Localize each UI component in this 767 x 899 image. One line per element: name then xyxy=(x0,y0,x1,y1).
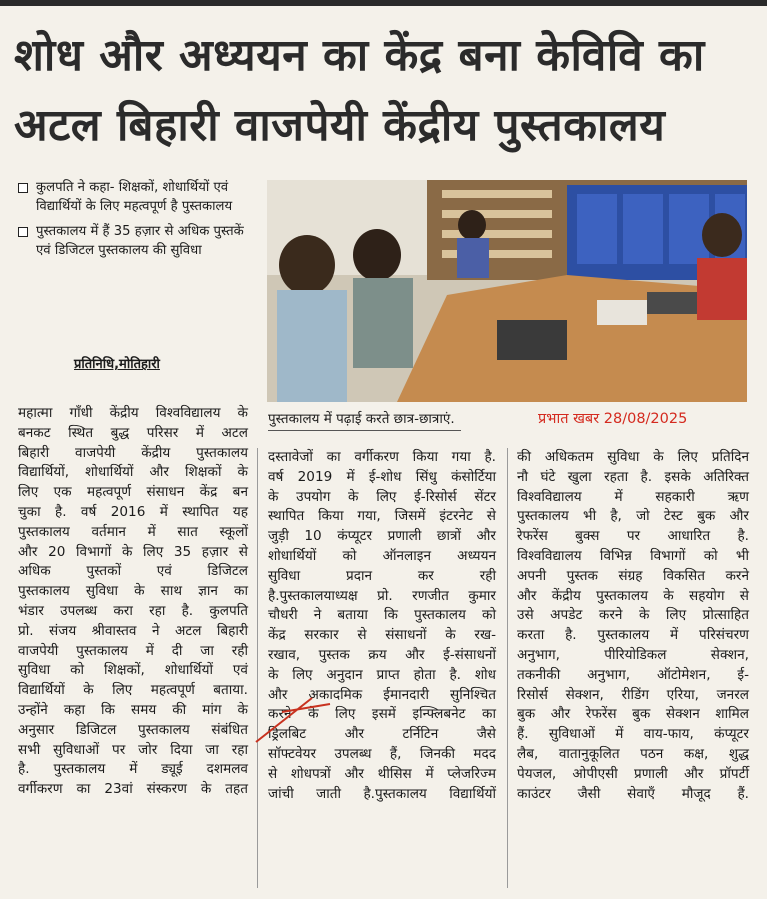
text-line: लैब, वातानुकूलित पठन कक्ष, शुद्ध xyxy=(517,745,749,762)
highlight-item xyxy=(18,222,262,260)
text-line: काउंटर जैसी सेवाएँ मौजूद हैं. xyxy=(517,785,749,802)
text-line: नौ घंटे खुला रहता है. इसके अतिरिक्त xyxy=(517,468,749,485)
text-line: बुक और रेफरेंस बुक सेक्शन शामिल xyxy=(517,706,749,723)
text-line: बनकट स्थित बुद्ध परिसर में अटल xyxy=(18,424,248,441)
text-line: तकनीकी अनुभाग, ऑटोमेशन, ई- xyxy=(517,666,749,683)
text-line: सभी सुविधाओं पर जोर दिया जा रहा xyxy=(18,741,248,758)
text-line: रिसोर्स सेक्शन, रीडिंग एरिया, जनरल xyxy=(517,686,749,703)
text-line: बिहारी वाजपेयी केंद्रीय पुस्तकालय xyxy=(18,444,248,461)
article-column-3 xyxy=(517,448,749,804)
text-line: स्थापित किया गया, जिसमें इंटरनेट से xyxy=(268,508,496,525)
text-line: पुस्तकालय भी है, जो टेस्ट बुक और xyxy=(517,508,749,525)
headline-line-1: शोध और अध्ययन का केंद्र बना केविवि का xyxy=(14,30,705,81)
text-line: अनुसार डिजिटल पुस्तकालय संबंधित xyxy=(18,721,248,738)
text-line: विश्वविद्यालय में सहकारी ऋण xyxy=(517,488,749,505)
text-line: चौधरी ने बताया कि पुस्तकालय को xyxy=(268,607,496,624)
text-line: सुविधा को शिक्षकों, शोधार्थियों एवं xyxy=(18,662,248,679)
headline-line-2: अटल बिहारी वाजपेयी केंद्रीय पुस्तकालय xyxy=(14,100,666,151)
text-line: विश्वविद्यालय विभिन्न विभागों को भी xyxy=(517,547,749,564)
text-line: विद्यार्थियों के लिए महत्वपूर्ण बताया. xyxy=(18,682,248,699)
text-line: दस्तावेजों का वर्गीकरण किया गया है. xyxy=(268,449,496,465)
text-line: वाजपेयी पुस्तकालय में दी जा रही xyxy=(18,642,248,659)
text-line: लिए एक महत्वपूर्ण संसाधन केंद्र बन xyxy=(18,484,248,501)
text-line: से शोधपत्रों और थीसिस में प्लेजरिज्म xyxy=(268,765,496,782)
text-line: अनुभाग, पीरियोडिकल सेक्शन, xyxy=(517,646,749,663)
highlight-text: पुस्तकालय में हैं 35 हज़ार से अधिक पुस्तकें एवं डिजिटल पुस्तकालय की सुविधा xyxy=(36,224,244,258)
article-column-1 xyxy=(18,404,248,800)
page-top-rule xyxy=(0,0,767,6)
pen-annotation-mark xyxy=(252,690,332,750)
text-line: अपनी पुस्तक संग्रह विकसित करने xyxy=(517,567,749,584)
library-photo xyxy=(267,180,747,402)
library-photo-illustration xyxy=(267,180,747,402)
text-line: जांची जाती है.पुस्तकालय विद्यार्थियों xyxy=(268,785,496,802)
text-line: और केंद्रीय पुस्तकालय के सहयोग से xyxy=(517,587,749,604)
text-line: और अकादमिक ईमानदारी सुनिश्चित xyxy=(268,686,496,703)
text-line: रेफरेंस बुक्स पर आधारित है. xyxy=(517,528,749,545)
text-line: पुस्तकालय वर्तमान में सात स्कूलों xyxy=(18,523,248,540)
photo-caption: पुस्तकालय में पढ़ाई करते छात्र-छात्राएं. xyxy=(268,408,461,431)
newspaper-credit: प्रभात खबर 28/08/2025 xyxy=(538,411,688,427)
text-line: महात्मा गाँधी केंद्रीय विश्वविद्यालय के xyxy=(18,405,248,421)
text-line: जुड़ी 10 कंप्यूटर प्रणाली छात्रों और xyxy=(268,528,496,545)
text-line: प्रो. संजय श्रीवास्तव ने अटल बिहारी xyxy=(18,622,248,639)
text-line: विद्यार्थियों, शोधार्थियों और शिक्षकों के xyxy=(18,464,248,481)
text-line: पुस्तकालय सुविधा के साथ ज्ञान का xyxy=(18,583,248,600)
text-line: है. पुस्तकालय में ड्यूई दशमलव xyxy=(18,761,248,778)
highlights-box xyxy=(18,178,262,266)
text-line: केंद्र सरकार से संसाधनों के रख- xyxy=(268,627,496,644)
text-line: शोधार्थियों को ऑनलाइन अध्ययन xyxy=(268,547,496,564)
text-line: पेयजल, ओपीएसी प्रणाली और प्रॉपर्टी xyxy=(517,765,749,782)
text-line: वर्ष 2019 में ई-शोध सिंधु कंसोर्टिया xyxy=(268,468,496,485)
highlight-text: कुलपति ने कहा- शिक्षकों, शोधार्थियों एवं विद्यार्थियों के लिए महत्वपूर्ण है पुस्तकालय xyxy=(36,180,233,214)
text-line: चुका है. वर्ष 2016 में स्थापित यह xyxy=(18,503,248,520)
text-line: ड्रिलबिट और टर्निटिन जैसे xyxy=(268,726,496,743)
highlight-item xyxy=(18,178,262,216)
text-line: है.पुस्तकालयाध्यक्ष प्रो. रणजीत कुमार xyxy=(268,587,496,604)
column-divider xyxy=(507,448,508,888)
text-line: के लिए अनुदान प्राप्त होता है. शोध xyxy=(268,666,496,683)
text-line: रखाव, पुस्तक क्रय और ई-संसाधनों xyxy=(268,646,496,663)
column-divider xyxy=(257,448,258,888)
text-line: करता है. पुस्तकालय में परिसंचरण xyxy=(517,627,749,644)
article-column-2 xyxy=(268,448,496,804)
text-line: के उपयोग के लिए ई-रिसोर्स सेंटर xyxy=(268,488,496,505)
text-line: उसे अपडेट करने के लिए प्रोत्साहित xyxy=(517,607,749,624)
text-line: वर्गीकरण का 23वां संस्करण के तहत xyxy=(18,781,248,798)
text-line: उन्होंने कहा कि समय की मांग के xyxy=(18,701,248,718)
square-bullet-icon xyxy=(18,227,28,237)
square-bullet-icon xyxy=(18,183,28,193)
text-line: हैं. सुविधाओं में वाय-फाय, कंप्यूटर xyxy=(517,726,749,743)
text-line: और 20 विभागों के लिए 35 हज़ार से xyxy=(18,543,248,560)
text-line: की अधिकतम सुविधा के लिए प्रतिदिन xyxy=(517,449,749,465)
byline: प्रतिनिधि,मोतिहारी xyxy=(74,357,160,372)
text-line: सुविधा प्रदान कर रही xyxy=(268,567,496,584)
text-line: अधिक पुस्तकों एवं डिजिटल xyxy=(18,563,248,580)
text-line: भंडार उपलब्ध करा रहा है. कुलपति xyxy=(18,602,248,619)
text-line: सॉफ्टवेयर उपलब्ध हैं, जिनकी मदद xyxy=(268,745,496,762)
text-line: करने के लिए इसमें इन्फ्लिबनेट का xyxy=(268,706,496,723)
